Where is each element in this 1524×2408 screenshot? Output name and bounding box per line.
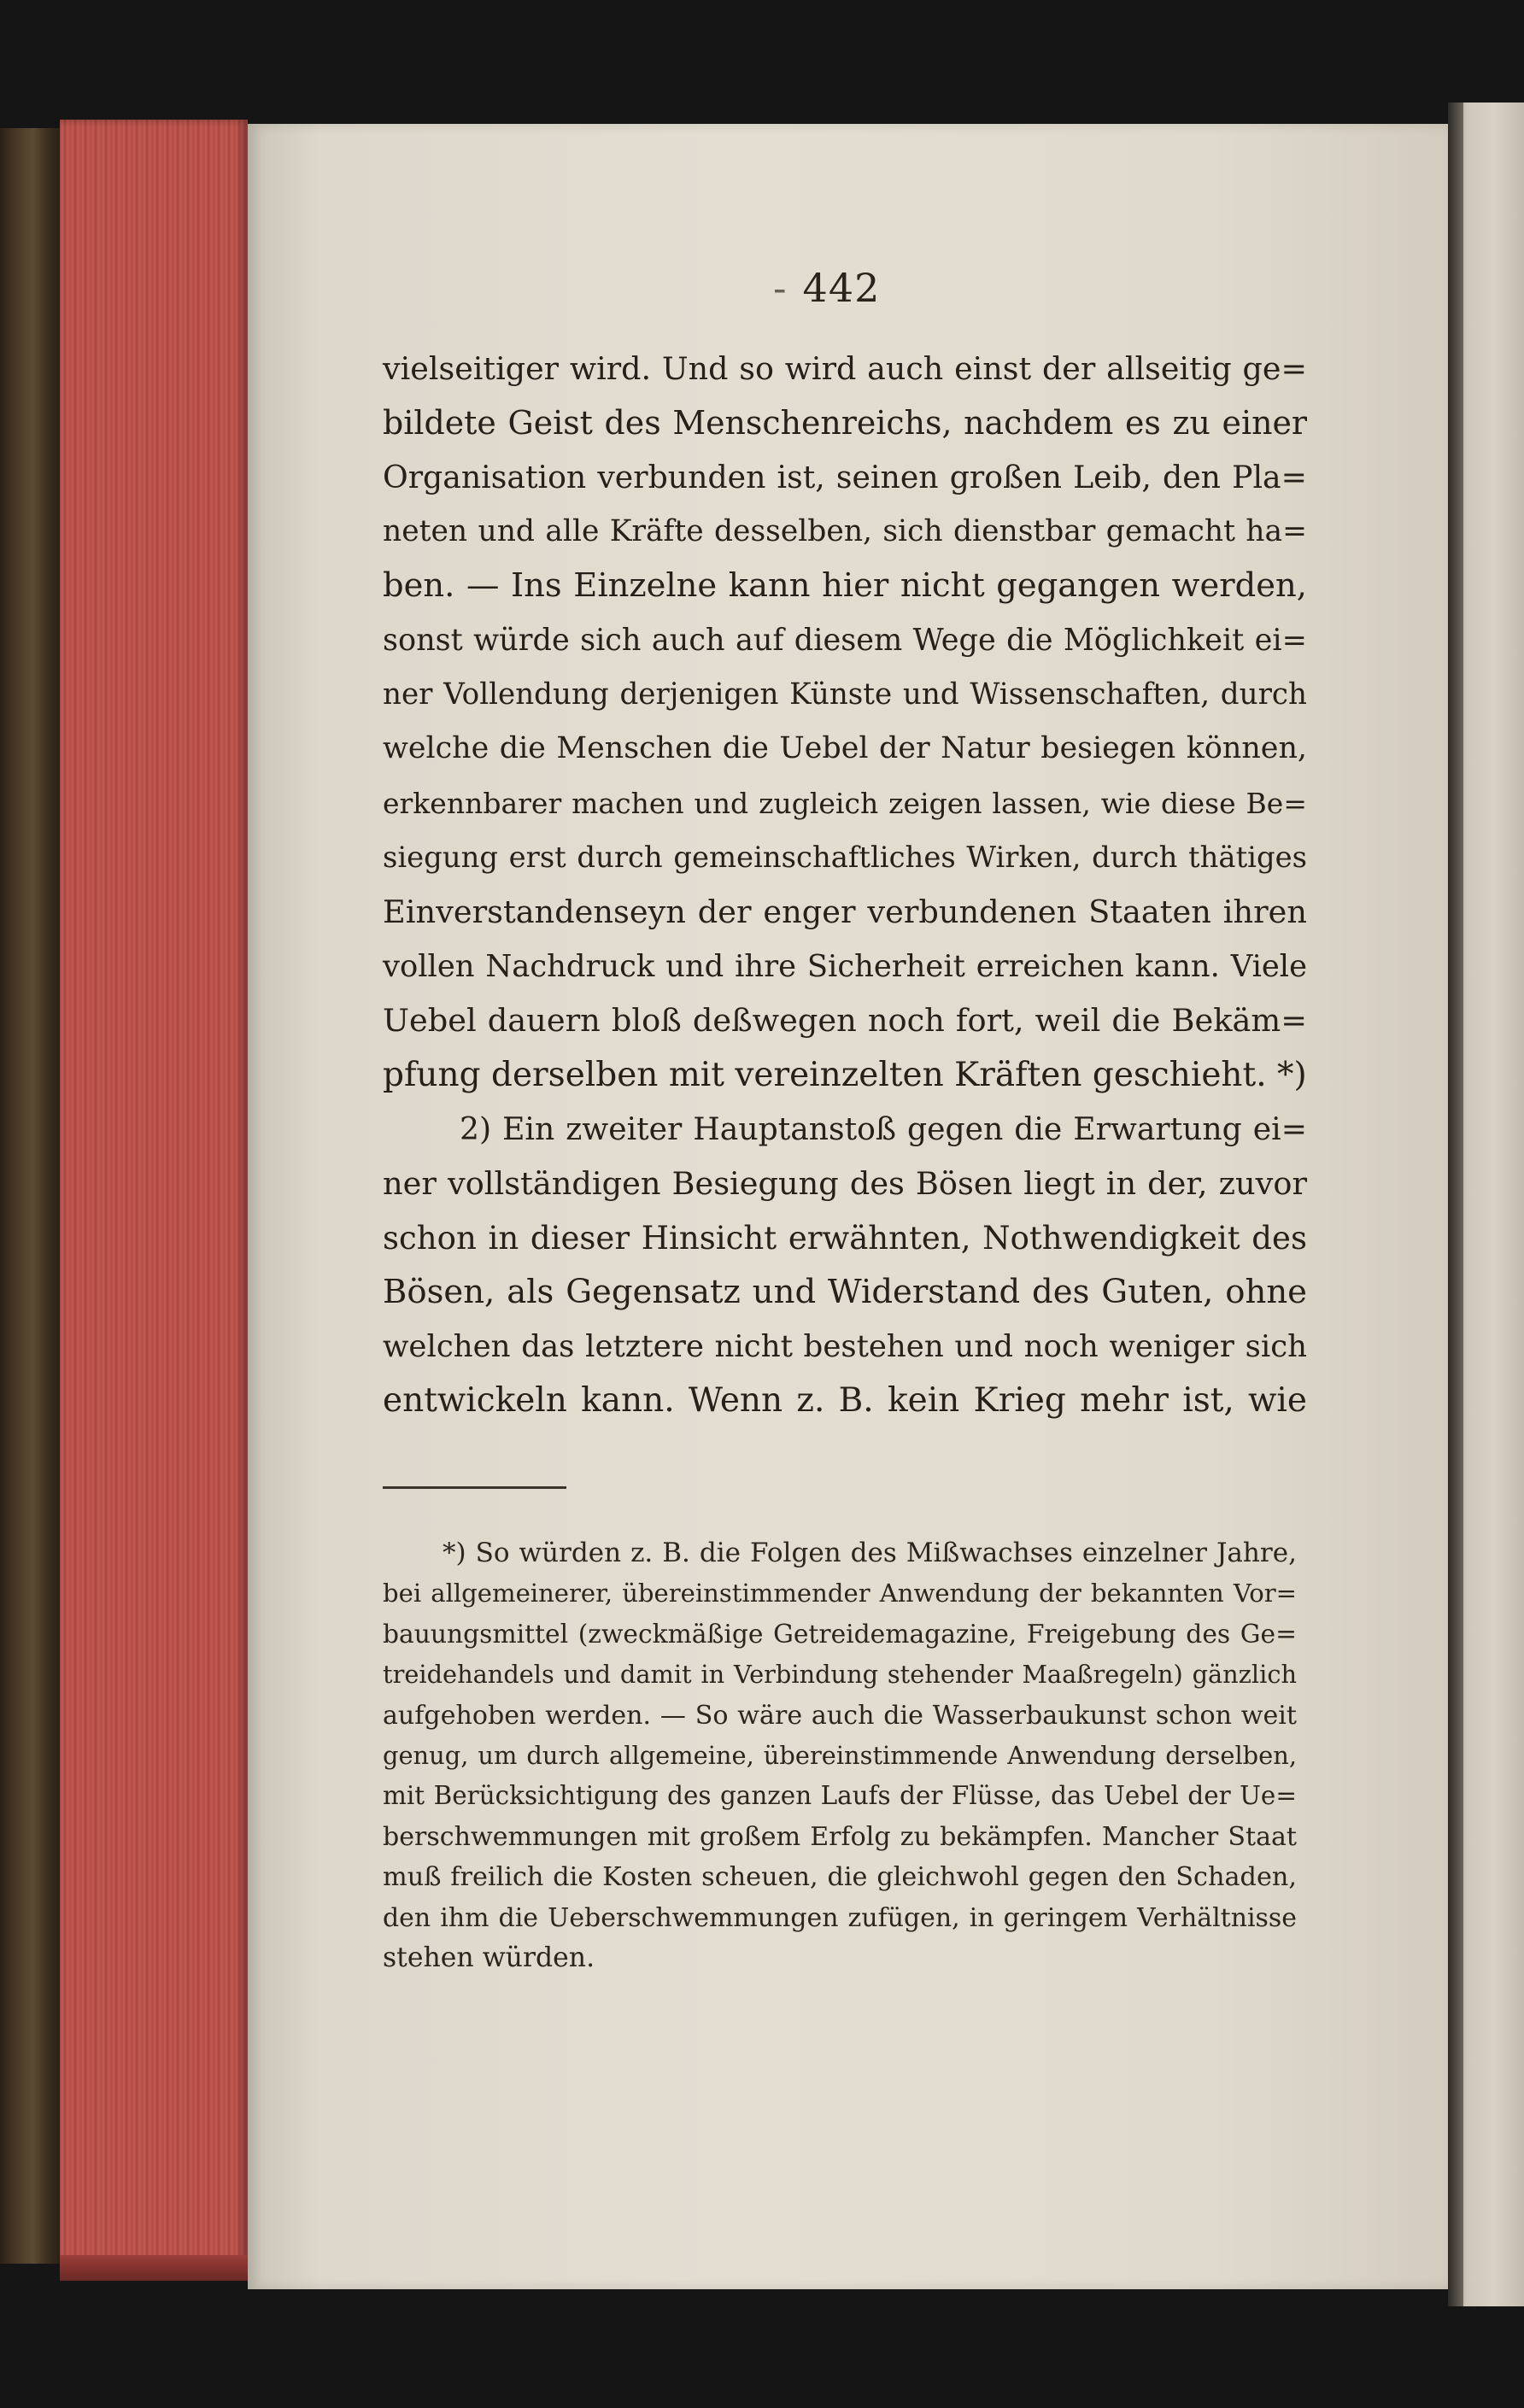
footnote-line: genug, um durch allgemeine, übereinstimmende Anwendung derselben, [383,1741,1297,1771]
facing-page-edge [1448,103,1524,2306]
text-line: ben. — Ins Einzelne kann hier nicht gegangen werden, [383,566,1307,606]
text-line-paragraph-start: 2) Ein zweiter Hauptanstoß gegen die Erwartung ei= [460,1110,1307,1148]
text-line: pfung derselben mit vereinzelten Kräften geschieht. *) [383,1055,1307,1094]
text-line: bildete Geist des Menschenreichs, nachdem es zu einer [383,403,1307,442]
text-line: erkennbarer machen und zugleich zeigen lassen, wie diese Be= [383,786,1307,820]
footnote-line: mit Berücksichtigung des ganzen Laufs der Flüsse, das Uebel der Ue= [383,1781,1297,1811]
text-line: Bösen, als Gegensatz und Widerstand des Guten, ohne [383,1273,1307,1312]
text-line: welchen das letztere nicht bestehen und noch weniger sich [383,1328,1307,1364]
footnote-line: *) So würden z. B. die Folgen des Mißwachses einzelner Jahre, [443,1538,1297,1568]
text-line: entwickeln kann. Wenn z. B. kein Krieg mehr ist, wie [383,1381,1307,1421]
text-line: siegung erst durch gemeinschaftliches Wirken, durch thätiges [383,841,1307,875]
footnote-line: treidehandels und damit in Verbindung stehender Maaßregeln) gänzlich [383,1660,1297,1690]
book-cover-edge [0,128,60,2264]
text-line: Einverstandenseyn der enger verbundenen Staaten ihren [383,893,1307,930]
text-line: Organisation verbunden ist, seinen großen Leib, den Pla= [383,459,1307,496]
footnote-line: muß freilich die Kosten scheuen, die gleichwohl gegen den Schaden, [383,1862,1297,1893]
footnote-separator [383,1486,566,1489]
text-line: ner Vollendung derjenigen Künste und Wissenschaften, durch [383,677,1307,712]
text-line: neten und alle Kräfte desselben, sich dienstbar gemacht ha= [383,513,1307,548]
page-edges-red [60,120,248,2281]
text-line: sonst würde sich auch auf diesem Wege die Möglichkeit ei= [383,622,1307,658]
footnote-line: den ihm die Ueberschwemmungen zufügen, in geringem Verhältnisse [383,1902,1297,1933]
footnote [383,1533,1297,1978]
text-line: ner vollständigen Besiegung des Bösen liegt in der, zuvor [383,1164,1307,1202]
text-line: vielseitiger wird. Und so wird auch einst der allseitig ge= [383,350,1307,387]
text-line: vollen Nachdruck und ihre Sicherheit erreichen kann. Viele [383,948,1307,984]
footnote-line: aufgehoben werden. — So wäre auch die Wasserbaukunst schon weit [383,1700,1297,1731]
text-line: welche die Menschen die Uebel der Natur besiegen können, [383,731,1307,766]
book-gutter [1448,103,1463,2306]
text-line: Uebel dauern bloß deßwegen noch fort, weil die Bekäm= [383,1002,1307,1040]
page-number [773,265,944,311]
page-edges-bottom [60,2255,248,2281]
footnote-line: bauungsmittel (zweckmäßige Getreidemagazine, Freigebung des Ge= [383,1619,1297,1649]
footnote-line: berschwemmungen mit großem Erfolg zu bekämpfen. Mancher Staat [383,1821,1297,1852]
footnote-line: stehen würden. [383,1942,595,1974]
footnote-line: bei allgemeinerer, übereinstimmender Anwendung der bekannten Vor= [383,1579,1297,1608]
page-number-dash: - [773,265,788,311]
main-text [383,342,1307,1428]
page-number-value: 442 [802,265,881,311]
text-line: schon in dieser Hinsicht erwähnten, Nothwendigkeit des [383,1219,1307,1257]
